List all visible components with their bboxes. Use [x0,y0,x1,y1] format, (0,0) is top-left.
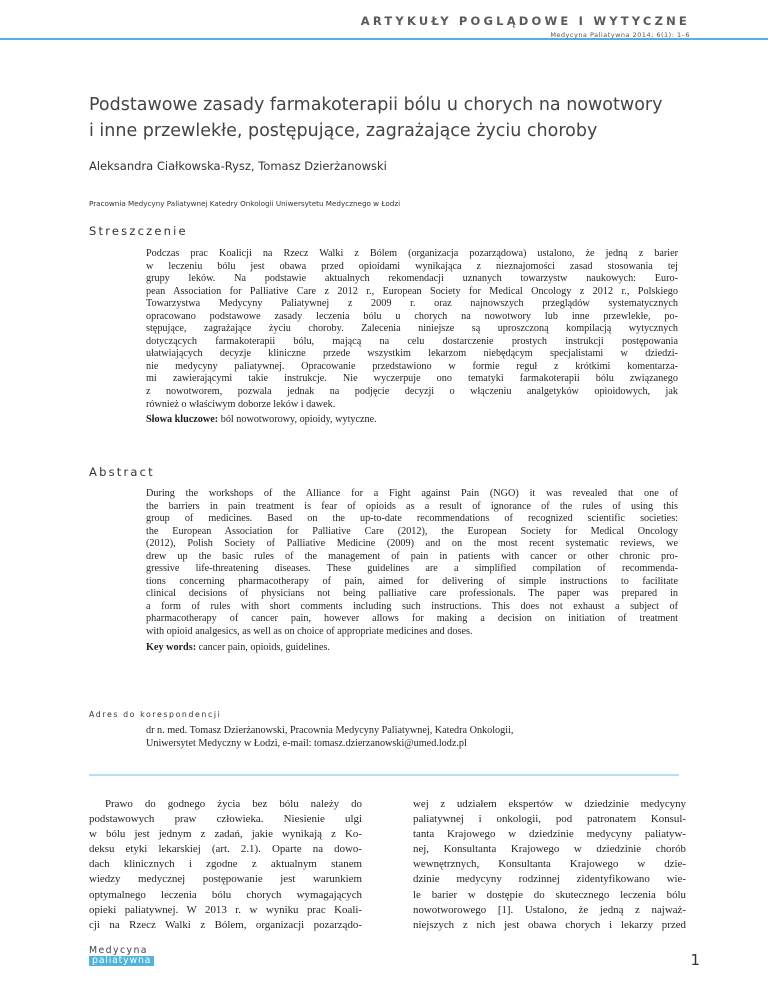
body-line: deksu etyki lekarskiej (art. 2.1). Oparte na dowo- [89,843,362,856]
body-line: tanta Krajowego w dziedzinie medycyny paliatyw- [413,828,686,841]
correspondence-label: Adres do korespondencji [89,710,222,719]
body-line: dzinie medycyny rodzinnej zidentyfikowano wie- [413,873,686,886]
abstract-line: the European Association for Palliative Care (2012), the European Society for Medical Oncology [146,525,678,537]
journal-logo [89,946,154,966]
affiliation: Pracownia Medycyny Paliatywnej Katedry Onkologii Uniwersytetu Medycznego w Łodzi [89,199,401,208]
abstract-line: gressive life-threatening diseases. These guidelines are a simplified compilation of recommenda- [146,563,678,575]
body-column-right [413,797,686,933]
keywords-text: cancer pain, opioids, guidelines. [198,641,330,653]
keywords-text: ból nowotworowy, opioidy, wytyczne. [220,414,377,426]
abstract-line: stępujące, zagrażające życiu choroby. Zalecenia niniejsze są uproszczoną kompilacją wytycznych [146,323,678,335]
correspondence [146,725,686,750]
abstract-line: clinical decisions of physicians not being palliative care professionals. The paper was prepared in [146,588,678,600]
abstract-line: mi zawierającymi takie instrukcje. Nie wyczerpuje ono tematyki farmakoterapii bólu związanego [146,373,678,385]
abstract-line: Towarzystwa Medycyny Paliatywnej z 2009 r. oraz najnowszych przeglądów systematycznych [146,298,678,310]
abstract-line: a form of rules with short comments including such instructions. This does not exhaust a subject of [146,600,678,612]
journal-reference: Medycyna Paliatywna 2014; 6(1): 1–6 [550,31,690,39]
body-line: cji na Rzecz Walki z Bólem, organizacji pozarządo- [89,918,362,931]
body-line: podstawowych praw człowieka. Niesienie ulgi [89,813,362,826]
abstract-line: During the workshops of the Alliance for a Fight against Pain (NGO) it was revealed that one of [146,488,678,499]
abstract-line: group of medicines. Based on the up-to-date recommendations of recognized scientific societies: [146,513,678,525]
abstract-line: the barriers in pain treatment is fear of opioids as a result of ignorance of the rules of using this [146,500,678,512]
authors: Aleksandra Ciałkowska-Rysz, Tomasz Dzierżanowski [89,159,387,173]
article-title [89,92,709,144]
body-line: nej, Konsultanta Krajowego w dziedzinie chorób [413,843,686,856]
section-label: ARTYKUŁY POGLĄDOWE I WYTYCZNE [360,14,690,28]
abstract-line: grupy leków. Na podstawie aktualnych rekomendacji uznanych towarzystw naukowych: Euro- [146,273,678,285]
abstract-line: drew up the basic rules of the management of pain in patients with cancer or other chronic pro- [146,550,678,562]
abstract-line: (2012), Polish Society of Palliative Medicine (2009) and on the most recent systematic reviews, we [146,538,678,550]
abstract-line: Podczas prac Koalicji na Rzecz Walki z Bólem (organizacja pozarządowa) ustalono, że jedną z barier [146,248,678,259]
abstract-pl-heading: Streszczenie [89,224,188,238]
keywords-label: Słowa kluczowe: [146,414,219,426]
correspondence-line: Uniwersytet Medyczny w Łodzi, e-mail: tomasz.dzierzanowski@umed.lodz.pl [146,737,467,749]
section-divider [89,774,679,776]
abstract-pl [146,248,678,427]
body-line: paliatywnej i onkologii, pod patronatem Konsul- [413,813,686,826]
body-line: Prawo do godnego życia bez bólu należy do [105,798,362,810]
abstract-line: również o właściwym doborze leków i dawek. [146,398,336,410]
abstract-line: w leczeniu bólu jest obawa przed opioidami wynikająca z nieznajomości zasad stosowania tej [146,260,678,272]
body-line: opieki paliatywnej. W 2013 r. w wyniku prac Koali- [89,903,362,916]
page-number: 1 [690,951,700,969]
body-line: le barier w dostępie do skutecznego leczenia bólu [413,888,686,901]
abstract-line: dotyczących farmakoterapii bólu, mającą na celu dostarczenie prostych instrukcji postępowania [146,335,678,347]
keywords-pl [146,414,678,427]
body-line: w bólu jest jednym z zadań, jakie wynikają z Ko- [89,828,362,841]
logo-line: paliatywna [89,956,154,966]
abstract-line: nie medycyny paliatywnej. Opracowanie przedstawiono w formie reguł z krótkimi komentarza- [146,360,678,372]
body-line: nowotworowego [1]. Ustalono, że jedną z najważ- [413,903,686,916]
body-line: dach klinicznych i zgodne z aktualnym stanem [89,858,362,871]
abstract-line: pean Association for Palliative Care z 2012 r., European Society for Medical Oncology z 2012 r., Polskiego [146,285,678,297]
abstract-line: tions concerning pharmacotherapy of pain, aimed for delivering of simple instructions to facilitate [146,575,678,587]
body-line: wiedzy medycznej postępowanie jest warunkiem [89,873,362,886]
abstract-line: ułatwiających decyzje kliniczne przede wszystkim lekarzom niebędącym specjalistami w dziedzi- [146,348,678,360]
correspondence-line: dr n. med. Tomasz Dzierżanowski, Pracownia Medycyny Paliatywnej, Katedra Onkologii, [146,725,514,736]
body-line: optymalnego leczenia bólu chorych wymagających [89,888,362,901]
body-column-left [89,797,362,933]
abstract-en [146,488,678,654]
abstract-line: z nowotworem, pozwala jednak na podjęcie decyzji o włączeniu analgetyków opioidowych, jak [146,386,678,398]
abstract-line: with opioid analgesics, as well as on choice of appropriate medicines and doses. [146,626,473,638]
title-line: i inne przewlekłe, postępujące, zagrażające życiu choroby [89,121,598,141]
body-line: wewnętrznych, Konsultanta Krajowego w dzie- [413,858,686,871]
abstract-line: pharmacotherapy of cancer pain, however allows for making a decision on initiation of treatment [146,613,678,625]
logo-line: Medycyna [89,945,148,956]
abstract-line: opracowano podstawowe zasady leczenia bólu u chorych na nowotwory lub inne przewlekłe, po- [146,310,678,322]
abstract-en-heading: Abstract [89,465,155,479]
body-line: niejszych z nich jest obawa chorych i lekarzy przed [413,918,686,931]
body-line: wej z udziałem ekspertów w dziedzinie medycyny [413,798,686,810]
keywords-label: Key words: [146,641,197,653]
header-bar [0,0,768,40]
title-line: Podstawowe zasady farmakoterapii bólu u chorych na nowotwory [89,95,663,115]
keywords-en [146,642,678,655]
